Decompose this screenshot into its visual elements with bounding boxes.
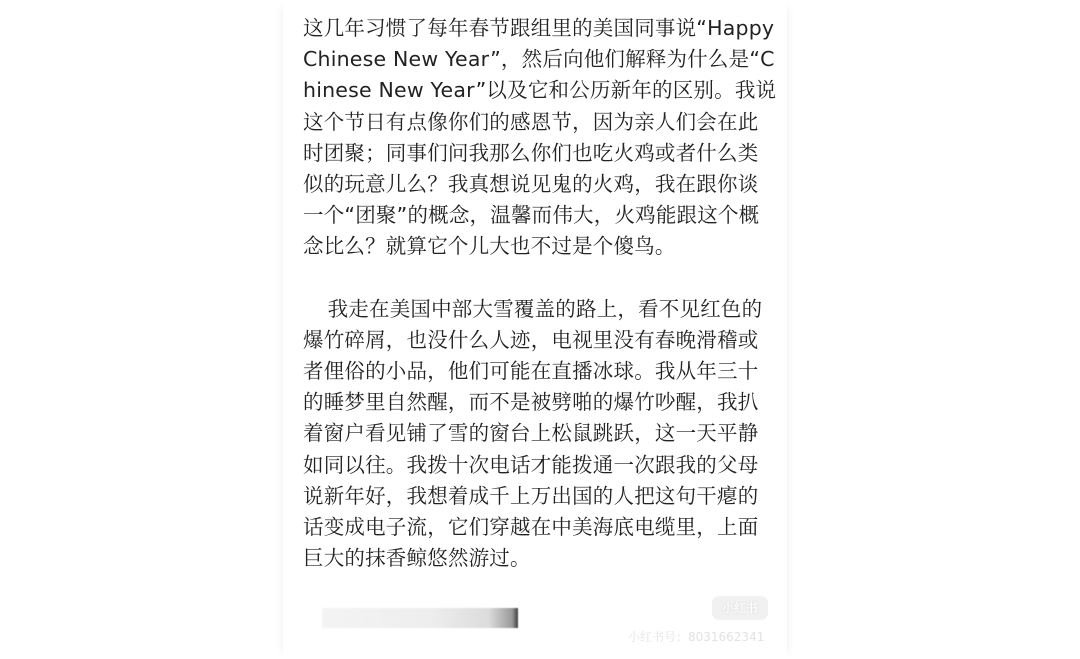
paragraph-1: 这几年习惯了每年春节跟组里的美国同事说“Happy Chinese New Year”，然后向他们解释为什么是“Chinese New Year”以及它和公历新年的区别。我说这个节日有点像你们的感恩节，因为亲人们会在此时团聚；同事们问我那么你们也吃火鸡或者什么类似的玩意儿么？我真想说见鬼的火鸡，我在跟你谈一个“团聚”的概念，温馨而伟大，火鸡能跟这个概念比么？就算它个儿大也不过是个傻鸟。 (303, 16, 777, 259)
blurred-footer-bar (322, 608, 518, 628)
article-body (303, 13, 779, 574)
watermark-user-id: 小红书号：8031662341 (628, 630, 765, 644)
paragraph-2: 我走在美国中部大雪覆盖的路上，看不见红色的爆竹碎屑，也没什么人迹，电视里没有春晚滑稽或者俚俗的小品，他们可能在直播冰球。我从年三十的睡梦里自然醒，而不是被劈啪的爆竹吵醒，我扒着窗户看见铺了雪的窗台上松鼠跳跃，这一天平静如同以往。我拨十次电话才能拨通一次跟我的父母说新年好，我想着成千上万出国的人把这句干瘪的话变成电子流，它们穿越在中美海底电缆里，上面巨大的抹香鲸悠然游过。 (303, 296, 763, 571)
watermark-logo: 小红书 (712, 596, 768, 620)
